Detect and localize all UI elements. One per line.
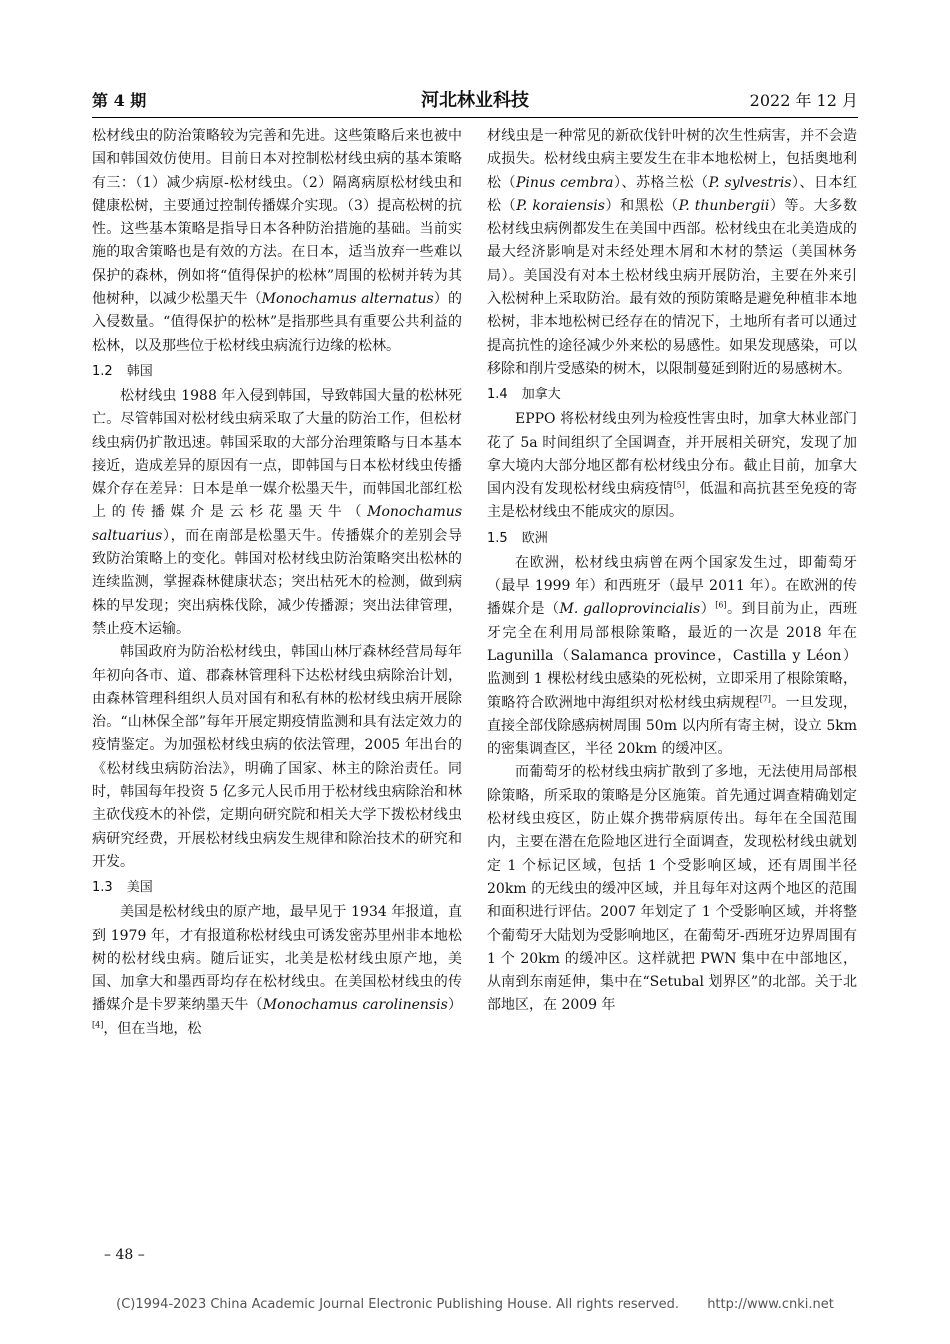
citation: [7]: [759, 693, 771, 703]
header-rule: [92, 117, 858, 118]
paragraph: 松材线虫的防治策略较为完善和先进。这些策略后来也被中国和韩国效仿使用。目前日本对控制松材线虫病的基本策略有三：（1）减少病原-松材线虫。（2）隔离病原松材线虫和健康松树，主要通过控制传播媒介实现。（3）提高松树的抗性。这些基本策略是指导日本各种防治措施的基础。当前实施的取舍策略也是有效的方法。在日本，适当放弃一些难以保护的森林，例如将“值得保护的松林”周围的松树并转为其他树种，以减少松墨天牛（Monochamus alternatus）的入侵数量。“值得保护的松林”是指那些具有重要公共利益的松林，以及那些位于松材线虫病流行边缘的松林。: [92, 128, 462, 354]
right-column: [487, 125, 857, 1018]
issue-date: 2022 年 12 月: [749, 91, 858, 110]
journal-name: 河北林业科技: [421, 90, 529, 111]
paragraph: 韩国政府为防治松材线虫，韩国山林厅森林经营局每年年初向各市、道、郡森林管理科下达松材线虫病除治计划，由森林管理科组织人员对国有和私有林的松材线虫病开展除治。“山林保全部”每年开展定期疫情监测和具有法定效力的疫情鉴定。为加强松材线虫病的依法管理，2005 年出台的《松材线虫病防治法》，明确了国家、林主的除治责任。同时，韩国每年投资 5 亿多元人民币用于松材线虫病除治和林主砍伐疫木的补偿，定期向研究院和相关大学下拨松材线虫病研究经费，开展松材线虫病发生规律和除治技术的研究和开发。: [92, 644, 462, 870]
paragraph: 松材线虫 1988 年入侵到韩国，导致韩国大量的松林死亡。尽管韩国对松材线虫病采取了大量的防治工作，但松材线虫病仍扩散迅速。韩国采取的大部分治理策略与日本基本接近，造成差异的原因有一点，即韩国与日本松材线虫传播媒介存在差异：日本是单一媒介松墨天牛，而韩国北部红松上的传播媒介是云杉花墨天牛（Monochamus saltuarius），而在南部是松墨天牛。传播媒介的差别会导致防治策略上的变化。韩国对松材线虫防治策略突出松林的连续监测，掌握森林健康状态；突出枯死木的检测，做到病株的早发现；突出病株伐除，减少传播源；突出法律管理，禁止疫木运输。: [92, 387, 462, 637]
citation: [6]: [715, 600, 727, 610]
section-heading-europe: 1.5 欧洲: [487, 530, 548, 546]
page-number: – 48 –: [104, 1247, 145, 1263]
cnki-link[interactable]: http://www.cnki.net: [707, 1297, 834, 1312]
left-column: [92, 125, 462, 1041]
citation: [4]: [92, 1020, 104, 1030]
section-heading-korea: 1.2 韩国: [92, 363, 153, 379]
copyright-footer: [0, 1297, 950, 1312]
section-heading-canada: 1.4 加拿大: [487, 387, 561, 403]
running-header: [92, 88, 858, 118]
paragraph: EPPO 将松材线虫列为检疫性害虫时，加拿大林业部门花了 5a 时间组织了全国调查，并开展相关研究，发现了加拿大境内大部分地区都有松材线虫分布。截止目前，加拿大国内没有发现松材线虫病疫情[5]，低温和高抗甚至免疫的寄主是松材线虫不能成灾的原因。: [487, 411, 858, 521]
section-heading-usa: 1.3 美国: [92, 880, 153, 896]
paragraph: 在欧洲，松材线虫病曾在两个国家发生过，即葡萄牙（最早 1999 年）和西班牙（最早 2011 年）。在欧洲的传播媒介是（M. galloprovincialis）[6]。到目前为止，西班牙完全在利用局部根除策略，最近的一次是 2018 年在 Lagunilla（Salamanca province，Castilla y Léon）监测到 1 棵松材线虫感染的死松树，立即采用了根除策略，策略符合欧洲地中海组织对松材线虫病规程[7]。一旦发现，直接全部伐除感病树周围 50m 以内所有寄主树，设立 5km 的密集调查区，半径 20km 的缓冲区。: [487, 554, 858, 758]
copyright-text: (C)1994-2023 China Academic Journal Electronic Publishing House. All rights reserved.: [116, 1297, 680, 1312]
issue-number: 第 4 期: [92, 91, 147, 110]
paragraph: 材线虫是一种常见的新砍伐针叶树的次生性病害，并不会造成损失。松材线虫病主要发生在非本地松树上，包括奥地利松（Pinus cembra）、苏格兰松（P. sylvestris）、日本红松（P. koraiensis）和黑松（P. thunbergii）等。大多数松材线虫病例都发生在美国中西部。松材线虫在北美造成的最大经济影响是对未经处理木屑和木材的禁运（美国林务局）。美国没有对本土松材线虫病开展防治，主要在外来引入松树种上采取防治。最有效的预防策略是避免种植非本地松树，非本地松树已经存在的情况下，土地所有者可以通过提高抗性的途径减少外来松的易感性。如果发现感染，可以移除和削片受感染的树木，以限制蔓延到附近的易感树木。: [487, 128, 858, 377]
paragraph: 美国是松材线虫的原产地，最早见于 1934 年报道，直到 1979 年，才有报道称松材线虫可诱发密苏里州非本地松树的松材线虫病。随后证实，北美是松材线虫原产地，美国、加拿大和墨西哥均存在松材线虫。在美国松材线虫的传播媒介是卡罗莱纳墨天牛（Monochamus carolinensis）[4]，但在当地，松: [92, 904, 462, 1037]
citation: [5]: [673, 480, 685, 490]
paragraph: 而葡萄牙的松材线虫病扩散到了多地，无法使用局部根除策略，所采取的策略是分区施策。首先通过调查精确划定松材线虫疫区，防止媒介携带病原传出。每年在全国范围内，主要在潜在危险地区进行全面调查，发现松材线虫就划定 1 个标记区域，包括 1 个受影响区域，还有周围半径 20km 的无线虫的缓冲区域，并且每年对这两个地区的范围和面积进行评估。2007 年划定了 1 个受影响区域，并将整个葡萄牙大陆划为受影响地区，在葡萄牙-西班牙边界周围有 1 个 20km 的缓冲区。这样就把 PWN 集中在中部地区，从南到东南延伸，集中在“Setubal 划界区”的北部。关于北部地区，在 2009 年: [487, 764, 857, 1014]
